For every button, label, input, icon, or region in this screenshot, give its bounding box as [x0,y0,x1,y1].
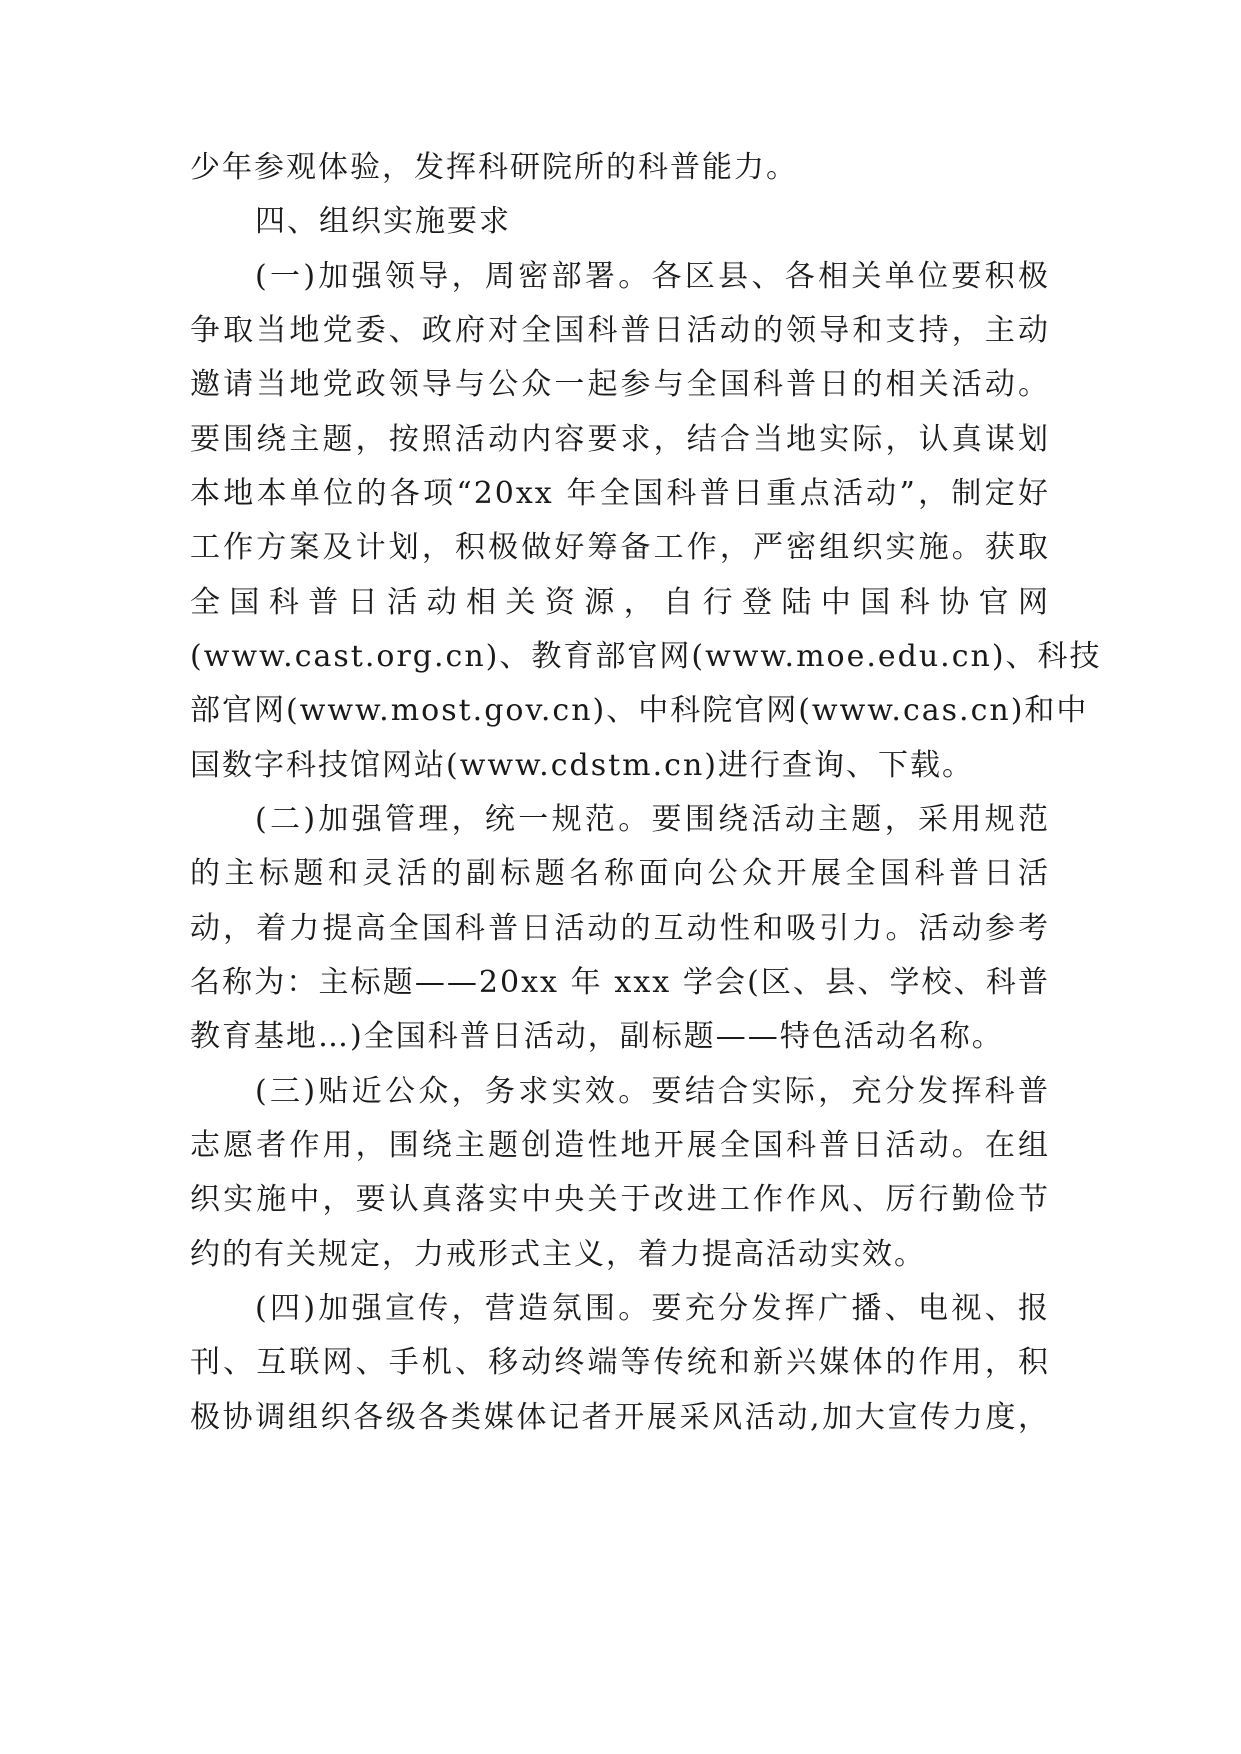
text-line: (二)加强管理，统一规范。要围绕活动主题，采用规范 [255,802,1050,837]
text-line: 动，着力提高全国科普日活动的互动性和吸引力。活动参考 [190,911,1050,946]
text-line: 邀请当地党政领导与公众一起参与全国科普日的相关活动。 [190,367,1050,402]
text-line: 工作方案及计划，积极做好筹备工作，严密组织实施。获取 [190,530,1050,565]
text-line: 要围绕主题，按照活动内容要求，结合当地实际，认真谋划 [190,422,1050,457]
text-line: 织实施中，要认真落实中央关于改进工作作风、厉行勤俭节 [190,1182,1050,1217]
text-line: (www.cast.org.cn)、教育部官网(www.moe.edu.cn)、科技 [190,639,1102,674]
text-line: 全国科普日活动相关资源，自行登陆中国科协官网 [190,585,1050,620]
text-line: 国数字科技馆网站(www.cdstm.cn)进行查询、下载。 [190,748,974,783]
text-line: 的主标题和灵活的副标题名称面向公众开展全国科普日活 [190,856,1050,891]
text-line: (四)加强宣传，营造氛围。要充分发挥广播、电视、报 [255,1291,1050,1326]
text-line: 志愿者作用，围绕主题创造性地开展全国科普日活动。在组 [190,1128,1050,1163]
text-line: 部官网(www.most.gov.cn)、中科院官网(www.cas.cn)和中 [190,693,1089,728]
text-line: 极协调组织各级各类媒体记者开展采风活动,加大宣传力度， [190,1400,1050,1435]
text-line: 本地本单位的各项“20xx 年全国科普日重点活动”，制定好 [190,476,1050,511]
text-line: (三)贴近公众，务求实效。要结合实际，充分发挥科普 [255,1074,1050,1109]
text-line: 争取当地党委、政府对全国科普日活动的领导和支持，主动 [190,313,1050,348]
text-line: 教育基地…)全国科普日活动，副标题——特色活动名称。 [190,1019,1004,1054]
section-heading: 四、组织实施要求 [255,204,511,239]
text-line: (一)加强领导，周密部署。各区县、各相关单位要积极 [255,259,1050,294]
text-line: 名称为：主标题——20xx 年 xxx 学会(区、县、学校、科普 [190,965,1050,1000]
text-line: 少年参观体验，发挥科研院所的科普能力。 [190,150,798,185]
text-line: 约的有关规定，力戒形式主义，着力提高活动实效。 [190,1237,926,1272]
text-line: 刊、互联网、手机、移动终端等传统和新兴媒体的作用，积 [190,1345,1050,1380]
